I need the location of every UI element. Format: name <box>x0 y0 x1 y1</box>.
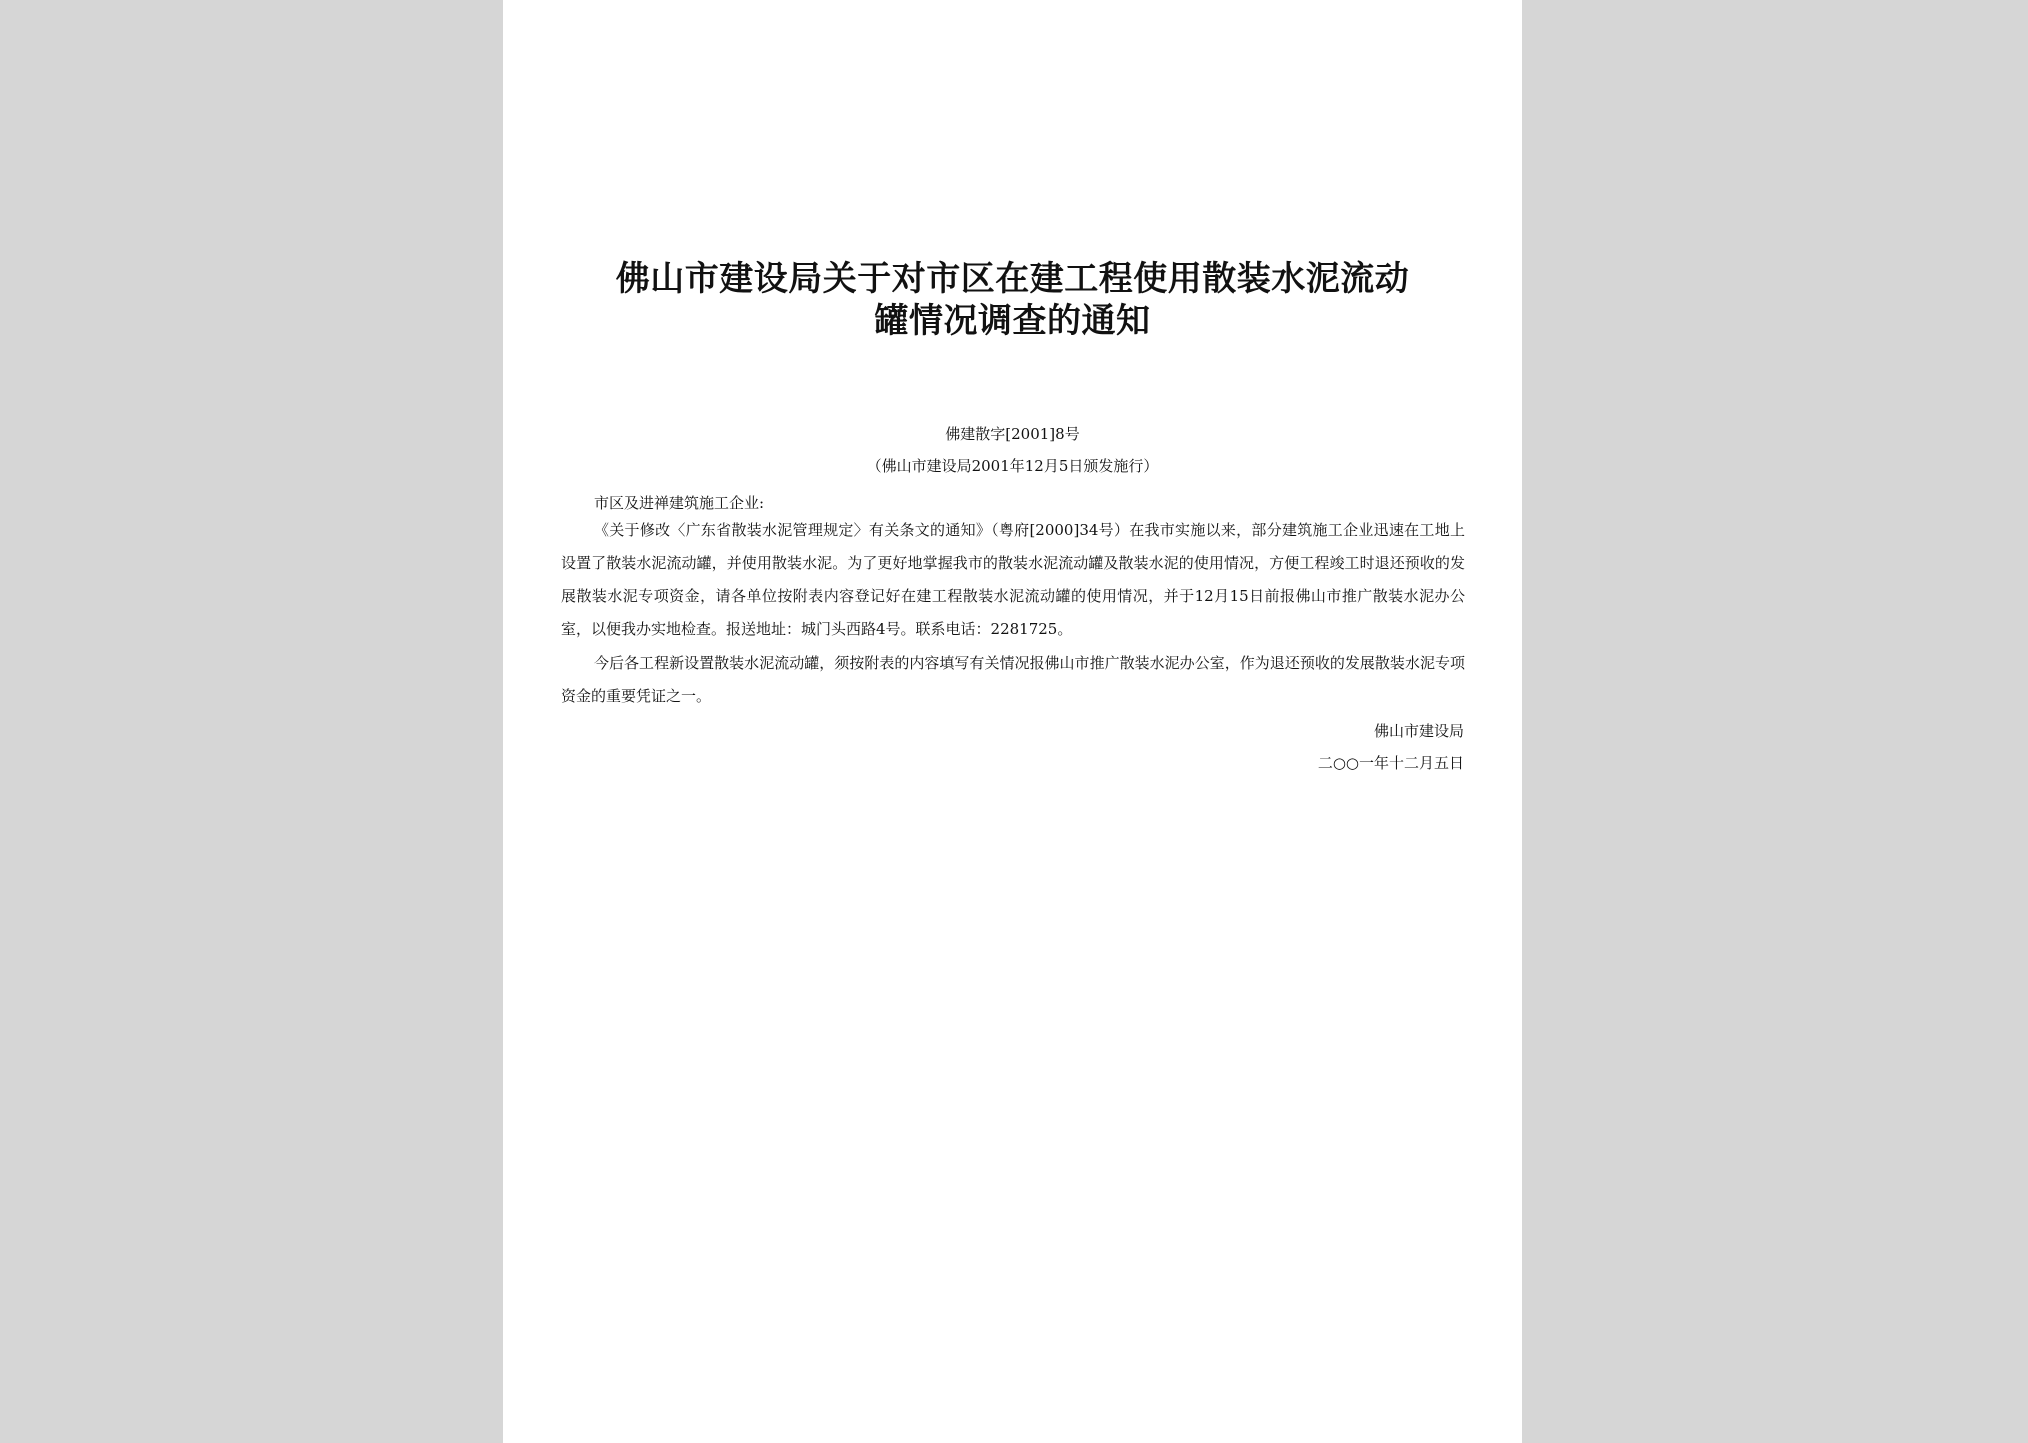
document-number: 佛建散字[2001]8号 <box>945 425 1080 443</box>
sign-date: 二○○一年十二月五日 <box>1317 754 1464 772</box>
title-line-1: 佛山市建设局关于对市区在建工程使用散装水泥流动 <box>615 259 1410 299</box>
paragraph-1: 《关于修改〈广东省散装水泥管理规定〉有关条文的通知》（粤府[2000]34号）在我市实施以来，部分建筑施工企业迅速在工地上设置了散装水泥流动罐，并使用散装水泥。为了更好地掌握我市的散装水泥流动罐及散装水泥的使用情况，方便工程竣工时退还预收的发展散装水泥专项资金，请各单位按附表内容登记好在建工程散装水泥流动罐的使用情况，并于12月15日前报佛山市推广散装水泥办公室，以便我办实地检查。报送地址：城门头西路4号。联系电话：2281725。 <box>561 521 1465 638</box>
issue-info: （佛山市建设局2001年12月5日颁发施行） <box>866 457 1159 475</box>
signer: 佛山市建设局 <box>1373 722 1464 740</box>
salutation: 市区及进禅建筑施工企业: <box>594 494 765 512</box>
title-line-2: 罐情况调查的通知 <box>874 301 1151 341</box>
document-title <box>503 258 1522 342</box>
paragraph-2: 今后各工程新设置散装水泥流动罐，须按附表的内容填写有关情况报佛山市推广散装水泥办公室，作为退还预收的发展散装水泥专项资金的重要凭证之一。 <box>561 654 1465 705</box>
document-page <box>503 0 1522 1443</box>
